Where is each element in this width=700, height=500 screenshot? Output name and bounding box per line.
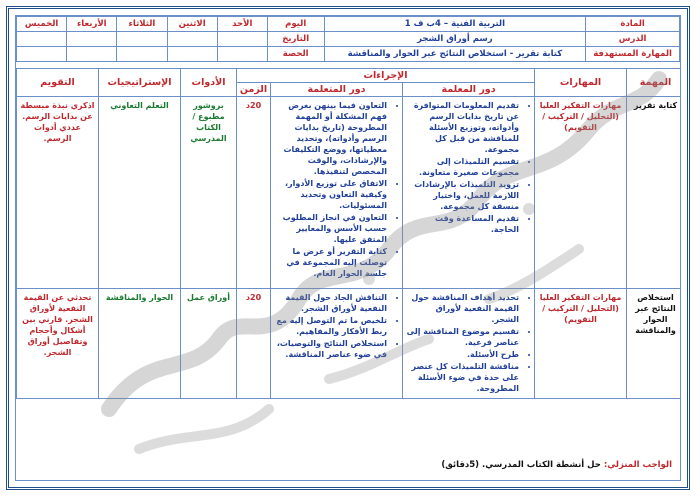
lesson-plan-inner <box>15 15 681 481</box>
date-cell <box>217 32 267 47</box>
tools-cell: بروشور مطبوع / الكتاب المدرسي <box>181 97 237 289</box>
teacher-cell <box>403 289 535 399</box>
list-item: • مناقشة التلميذات كل عنصر على حدة في ضوء الأسئلة المطروحة. <box>406 361 519 394</box>
lesson-label: الدرس <box>586 32 680 47</box>
list-item: • كتابة التقرير أو عرض ما توصلت إليه المجموعة في جلسة الحوار العام. <box>274 246 387 279</box>
period-cell <box>17 47 67 62</box>
target-skill-label: المهارة المستهدفة <box>586 47 680 62</box>
col-teacher-role: دور المعلمة <box>403 83 535 97</box>
lesson-value: رسم أوراق الشجر <box>324 32 586 47</box>
list-item: • استخلاص النتائج والتوصيات، في ضوء عناصر المناقشة. <box>274 338 387 360</box>
list-item: • تقسيم موضوع المناقشة إلى عناصر فرعية. <box>406 326 519 348</box>
date-cell <box>67 32 117 47</box>
strategy-cell: الحوار والمناقشة <box>99 289 181 399</box>
col-procedures: الإجراءات <box>237 69 535 83</box>
list-item: • تقسيم التلميذات إلى مجموعات صغيرة متعاونة. <box>406 156 519 178</box>
period-cell <box>167 47 217 62</box>
homework-line <box>441 460 672 470</box>
day-thursday: الخميس <box>17 17 67 32</box>
procedures-table <box>16 68 681 399</box>
list-item: • التناقش الجاد حول القيمة النفعية لأوراق الشجر. <box>274 292 387 314</box>
period-cell <box>217 47 267 62</box>
list-item: • تقديم المعلومات المتوافرة عن تاريخ بدايات الرسم وأدواته، وتوزيع الأسئلة للمناقشة من قبل كل مجموعة. <box>406 100 519 155</box>
homework-label: الواجب المنزلي: <box>603 460 672 470</box>
day-monday: الاثنين <box>167 17 217 32</box>
skills-cell: مهارات التفكير العليا (التحليل / التركيب / التقويم) <box>535 289 627 399</box>
col-evaluation: التقويم <box>17 69 99 97</box>
list-item: • التعاون في انجاز المطلوب حسب الأسس والمعايير المتفق عليها. <box>274 212 387 245</box>
date-cell <box>17 32 67 47</box>
student-cell <box>271 97 403 289</box>
list-item: • تحديد أهداف المناقشة حول القيمة النفعية لأوراق الشجر. <box>406 292 519 325</box>
day-sunday: الأحد <box>217 17 267 32</box>
period-cell <box>67 47 117 62</box>
list-item: • الاتفاق على توزيع الأدوار، وكيفية التعاون وتحديد المسئوليات. <box>274 178 387 211</box>
col-task: المهمة <box>627 69 681 97</box>
teacher-cell <box>403 97 535 289</box>
header-table <box>16 16 680 62</box>
homework-text: حل أنشطة الكتاب المدرسي. (5دقائق) <box>441 460 601 470</box>
subject-label: المادة <box>586 17 680 32</box>
date-cell <box>117 32 167 47</box>
list-item: • تزويد التلميذات بالإرشادات اللازمة للعمل، واختيار منسقة كل مجموعة. <box>406 179 519 212</box>
table-row <box>17 289 682 399</box>
list-item: • طرح الأسئلة. <box>406 349 519 360</box>
day-wednesday: الأربعاء <box>67 17 117 32</box>
col-time: الزمن <box>237 83 271 97</box>
target-skill-value: كتابة تقرير - استخلاص النتائج عبر الحوار والمناقشة <box>324 47 586 62</box>
student-cell <box>271 289 403 399</box>
tools-cell: أوراق عمل <box>181 289 237 399</box>
subject-value: التربية الفنية – 4ب ف 1 <box>324 17 586 32</box>
day-tuesday: الثلاثاء <box>117 17 167 32</box>
list-item: • تلخيص ما تم التوصل إليه مع ربط الأفكار والمفاهيم. <box>274 315 387 337</box>
list-item: • التعاون فيما بينهن بغرض فهم المشكلة أو المهمة المطروحة (تاريخ بدايات الرسم وأدواته)، وتحديد معطياتها، ووضع التكليفات والإرشادات، والوقت المخصص لتنفيذها. <box>274 100 387 177</box>
date-label: التاريخ <box>267 32 324 47</box>
table-row <box>17 97 682 289</box>
date-cell <box>167 32 217 47</box>
day-label: اليوم <box>267 17 324 32</box>
period-label: الحصة <box>267 47 324 62</box>
lesson-plan-frame <box>6 6 690 490</box>
col-strategies: الإستراتيجيات <box>99 69 181 97</box>
evaluation-cell: اذكري نبذة مبسطة عن بدايات الرسم. عددي أدوات الرسم. <box>17 97 99 289</box>
task-cell: استخلاص النتائج عبر الحوار والمناقشة <box>627 289 681 399</box>
evaluation-cell: تحدثي عن القيمة النفعية لأوراق الشجر. قارني بين أشكال وأحجام وتفاصيل أوراق الشجر. <box>17 289 99 399</box>
time-cell: 20د <box>237 97 271 289</box>
col-student-role: دور المتعلمة <box>271 83 403 97</box>
skills-cell: مهارات التفكير العليا (التحليل / التركيب / التقويم) <box>535 97 627 289</box>
strategy-cell: التعلم التعاوني <box>99 97 181 289</box>
list-item: • تقديم المساعدة وقت الحاجة. <box>406 213 519 235</box>
col-tools: الأدوات <box>181 69 237 97</box>
time-cell: 20د <box>237 289 271 399</box>
period-cell <box>117 47 167 62</box>
col-skills: المهارات <box>535 69 627 97</box>
task-cell: كتابة تقرير <box>627 97 681 289</box>
